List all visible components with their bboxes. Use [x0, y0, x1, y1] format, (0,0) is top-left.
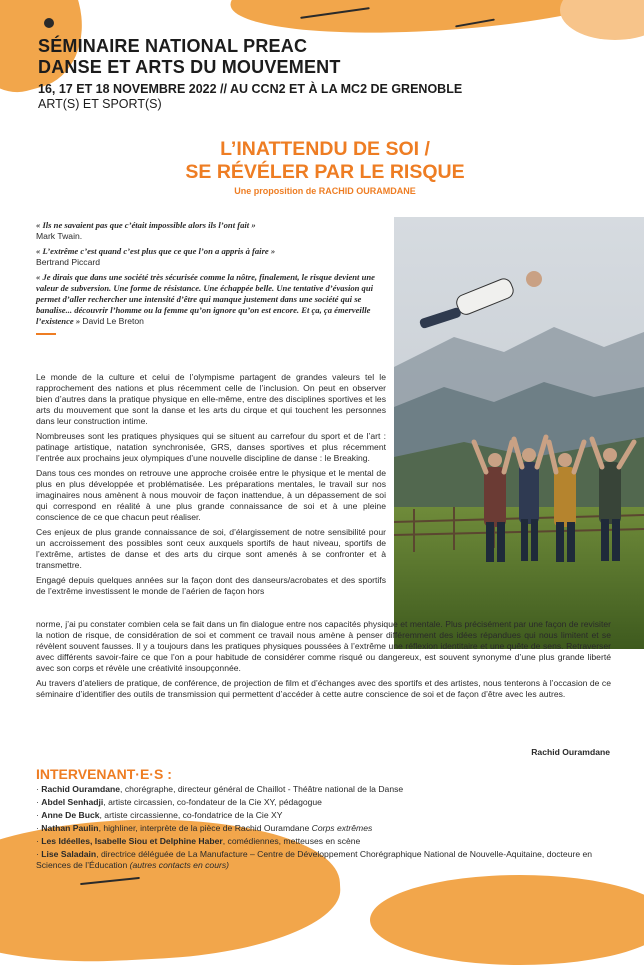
- quote-text: « Ils ne savaient pas que c’était impossible alors ils l’ont fait »: [36, 220, 256, 230]
- speaker-name: Rachid Ouramdane: [41, 784, 121, 794]
- quote-text: « Je dirais que dans une société très sécurisée comme la nôtre, finalement, le risque devient une valeur de subversion. Une forme de résistance. Une échappée belle. Une tentative d’évasion qui permet d’aller rechercher une intensité d’être qui manque justement dans une société qui se banalise... découvrir l’homme ou la femme qu’on ignore qu’on est encore. Et ça, ça émerveille l’existence »: [36, 272, 375, 326]
- speaker-desc: , directrice déléguée de La Manufacture – Centre de Développement Chorégraphique National de Nouvelle-Aquitaine, docteure en Sciences de l’Éducation: [36, 849, 593, 870]
- quote-text: « L’extrême c’est quand c’est plus que ce que l’on a appris à faire »: [36, 246, 276, 256]
- body-paragraph: Le monde de la culture et celui de l’olympisme partagent de grandes valeurs tel le rapprochement des nations et plus récemment celle de l’inclusion. On peut en observer bien d’autres dans la pratique physique en elle-même, entre des disciplines sportives et les arts du mouvement que sont la danse et les arts du cirque et qui touchent les personnes dans leur construction intime.: [36, 372, 386, 426]
- list-item: · Nathan Paulin, highliner, interprète de la pièce de Rachid Ouramdane Corps extrêmes: [36, 823, 373, 833]
- quotes-block: [36, 220, 384, 341]
- quote-long: [36, 272, 384, 327]
- body-paragraph: Engagé depuis quelques années sur la façon dont des danseurs/acrobates et des sportifs de l’extrême investissent le monde de l’aérien de façon hors: [36, 575, 386, 596]
- speakers-list: [36, 784, 616, 873]
- list-item: · Abdel Senhadji, artiste circassien, co-fondateur de la Cie XY, pédagogue: [36, 797, 322, 807]
- photo-illustration: [394, 217, 644, 649]
- speaker-desc: , highliner, interprète de la pièce de Rachid Ouramdane: [98, 823, 312, 833]
- speaker-extra: (autres contacts en cours): [129, 860, 229, 870]
- speaker-extra: Corps extrêmes: [311, 823, 373, 833]
- performance-photo: [394, 217, 644, 649]
- body-paragraph: norme, j’ai pu constater combien cela se fait dans un fin dialogue entre nos capacités physique et mentale. Plus précisément par une façon de revisiter la notion de risque, de considération de soi et comment ce travail nous amène à penser différemment des idées répandues qui nous limitent et se révèlent souvent fausses. Il y a toujours dans les pratiques physiques poussées à l’extrême une réflexion identitaire et une quête de sens. Retraverser avec différents savoir-faire ce que l’on a pour habitude de considérer comme risqué ou dangereux, est souvent synonyme d’une plus grande liberté avec son corps et révèle une créativité insoupçonnée.: [36, 619, 611, 673]
- quote-author: David Le Breton: [82, 316, 144, 326]
- quote-author: Bertrand Piccard: [36, 257, 101, 267]
- speaker-name: Abdel Senhadji: [41, 797, 104, 807]
- page-header: [38, 36, 618, 111]
- body-column: [36, 372, 386, 601]
- list-item: · Rachid Ouramdane, chorégraphe, directeur général de Chaillot - Théâtre national de la Danse: [36, 784, 404, 794]
- speaker-desc: , chorégraphe, directeur général de Chaillot - Théâtre national de la Danse: [120, 784, 404, 794]
- title-line2: SE RÉVÉLER PAR LE RISQUE: [185, 161, 465, 183]
- body-full-width: [36, 619, 611, 704]
- body-paragraph: Au travers d’ateliers de pratique, de conférence, de projection de film et d’échanges avec des sportifs et des artistes, nous tenterons à l’occasion de ce séminaire d’identifier des outils de transmission qui permettent d’accéder à cette autre conscience de soi et de façon d’être avec les autres.: [36, 678, 611, 699]
- body-paragraph: Dans tous ces mondes on retrouve une approche croisée entre le physique et le mental de plus en plus développée et problématisée. Les préparations mentales, le travail sur nos imaginaires nous amènent à nous mouvoir de façon inattendue, à un dépassement de soi qui correspond en réalité à une plus grande connaissance de soi et à une pleine conscience de ce que chacun peut réaliser.: [36, 468, 386, 522]
- speaker-name: Anne De Buck: [41, 810, 100, 820]
- seminar-dates: 16, 17 ET 18 NOVEMBRE 2022 // AU CCN2 ET À LA MC2 DE GRENOBLE: [38, 82, 463, 96]
- title-line1: L’INATTENDU DE SOI /: [220, 138, 430, 160]
- speaker-name: Nathan Paulin: [41, 823, 99, 833]
- document-title: [120, 138, 530, 184]
- body-paragraph: Ces enjeux de plus grande connaissance de soi, d’élargissement de notre sensibilité pour un accroissement des possibles sont ceux auxquels sportifs de haut niveau, sportifs de l’extrême, artistes de danse et des arts du cirque sont amenés à se confronter et à transmettre.: [36, 527, 386, 570]
- decorative-blob-top-right-light: [560, 0, 644, 40]
- list-item: · Lise Saladain, directrice déléguée de La Manufacture – Centre de Développement Chorégraphique National de Nouvelle-Aquitaine, docteure en Sciences de l’Éducation (autres contacts en cours): [36, 849, 593, 870]
- speaker-name: Les Idéelles, Isabelle Siou et Delphine Haber: [41, 836, 223, 846]
- list-item: · Les Idéelles, Isabelle Siou et Delphine Haber, comédiennes, metteuses en scène: [36, 836, 361, 846]
- seminar-theme-tag: ART(S) ET SPORT(S): [38, 97, 162, 111]
- byline: Une proposition de RACHID OURAMDANE: [234, 186, 416, 196]
- speaker-name: Lise Saladain: [41, 849, 97, 859]
- speaker-desc: , comédiennes, metteuses en scène: [222, 836, 361, 846]
- decorative-blob-bottom-right: [370, 875, 644, 965]
- speaker-desc: , artiste circassienne, co-fondatrice de la Cie XY: [99, 810, 283, 820]
- accent-rule: [36, 333, 56, 335]
- speaker-desc: , artiste circassien, co-fondateur de la Cie XY, pédagogue: [103, 797, 322, 807]
- body-paragraph: Nombreuses sont les pratiques physiques qui se situent au carrefour du sport et de l’art : patinage artistique, natation synchronisée, GRS, danses sportives et plus récemment l’entrée aux prochains jeux olympiques d’une nouvelle discipline de danse : le Breaking.: [36, 431, 386, 463]
- signature: Rachid Ouramdane: [531, 747, 610, 757]
- seminar-title-line2: DANSE ET ARTS DU MOUVEMENT: [38, 57, 341, 77]
- speakers-heading: INTERVENANT·E·S :: [36, 766, 172, 782]
- seminar-title-line1: SÉMINAIRE NATIONAL PREAC: [38, 36, 308, 56]
- quote-author: Mark Twain.: [36, 231, 83, 241]
- list-item: · Anne De Buck, artiste circassienne, co-fondatrice de la Cie XY: [36, 810, 283, 820]
- decorative-dot: [44, 18, 54, 28]
